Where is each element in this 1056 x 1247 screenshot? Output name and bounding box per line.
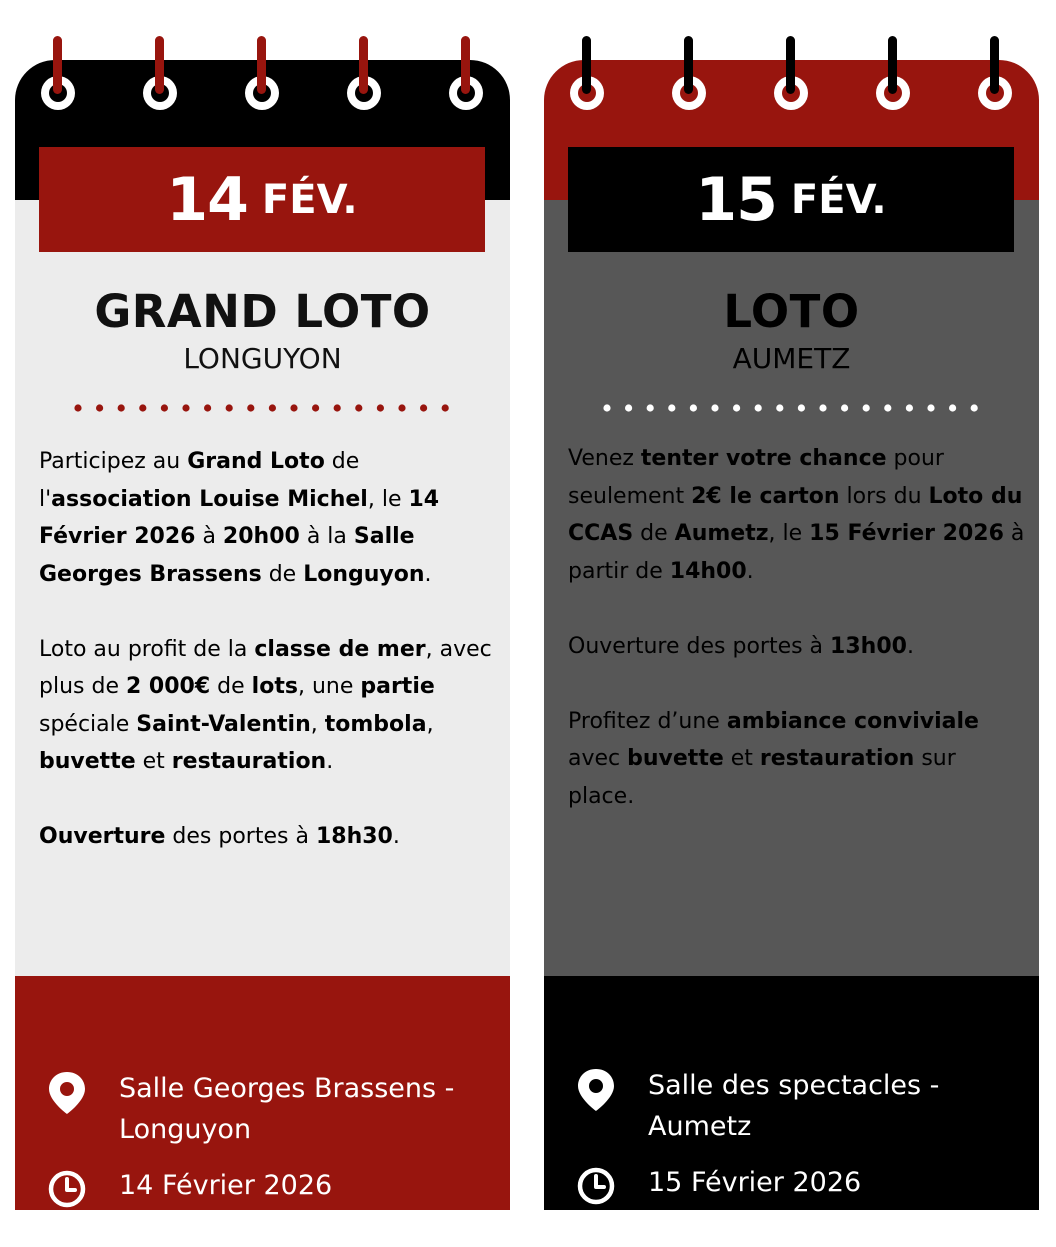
divider-dot	[755, 404, 762, 411]
body-text: pour seulement	[568, 446, 944, 509]
emphasis-text: classe de mer	[254, 636, 426, 662]
divider-dot	[247, 404, 254, 411]
map-pin-icon	[574, 1067, 618, 1113]
map-pin-icon	[45, 1070, 89, 1116]
emphasis-text: Salle Georges Brassens	[39, 524, 415, 587]
description-paragraph	[39, 631, 499, 781]
location-text	[648, 1065, 1028, 1147]
divider-dot	[442, 404, 449, 411]
divider-dot	[927, 404, 934, 411]
date-day: 14	[166, 164, 248, 235]
binder-hook	[155, 36, 164, 94]
divider-dot	[625, 404, 632, 411]
divider-dot	[312, 404, 319, 411]
emphasis-text: 2€ le carton	[691, 483, 840, 509]
clock-icon	[45, 1167, 89, 1213]
divider-dot	[226, 404, 233, 411]
binder-hook	[888, 36, 897, 94]
emphasis-text: buvette	[627, 746, 724, 771]
binder-hook	[684, 36, 693, 94]
emphasis-text: buvette	[39, 749, 136, 774]
time-line: 14 Février 2026	[119, 1170, 333, 1201]
description-paragraph	[568, 703, 1028, 816]
divider-dot	[841, 404, 848, 411]
body-text: .	[326, 749, 334, 774]
body-text: à	[195, 524, 223, 549]
binder-hook	[582, 36, 591, 94]
time-text	[119, 1165, 499, 1247]
body-text: ,	[426, 711, 434, 737]
emphasis-text: Grand Loto	[187, 449, 325, 474]
location-line: Salle Georges Brassens -	[119, 1073, 455, 1104]
clock-icon	[574, 1164, 618, 1210]
divider-dot	[377, 404, 384, 411]
binder-hook	[257, 36, 266, 94]
event-title: GRAND LOTO	[94, 285, 431, 338]
emphasis-text: 13h00	[830, 633, 907, 659]
body-text: à partir de	[568, 521, 1025, 584]
description-paragraph	[39, 443, 499, 593]
event-town: LONGUYON	[183, 342, 342, 375]
time-line: à partir de 13h00	[648, 1208, 884, 1239]
emphasis-text: 14h00	[669, 558, 747, 584]
time-text	[648, 1162, 1028, 1244]
divider-dot	[74, 404, 81, 411]
binder-hook	[786, 36, 795, 94]
event-title: LOTO	[723, 285, 860, 338]
divider-dot	[776, 404, 783, 411]
divider-dot	[949, 404, 956, 411]
binder-hook	[53, 36, 62, 94]
divider-dot	[398, 404, 405, 411]
divider-dot	[690, 404, 697, 411]
emphasis-text: lots	[251, 674, 298, 699]
location-text	[119, 1068, 499, 1150]
body-text: , le	[367, 486, 409, 512]
body-text: avec	[568, 746, 628, 771]
divider-dot	[647, 404, 654, 411]
body-text: Profitez d’une	[568, 708, 727, 734]
emphasis-text: Loto du CCAS	[568, 483, 1023, 546]
event-description	[39, 443, 499, 856]
body-text: de	[210, 674, 252, 699]
body-text: , le	[768, 521, 810, 546]
emphasis-text: restauration	[171, 749, 327, 774]
body-text: .	[906, 633, 914, 659]
body-text: Ouverture des portes à	[568, 633, 831, 659]
body-text: de	[633, 521, 675, 546]
divider-dot	[355, 404, 362, 411]
divider-dot	[819, 404, 826, 411]
dotted-divider	[602, 402, 980, 414]
divider-dot	[906, 404, 913, 411]
time-line: 15 Février 2026	[648, 1167, 862, 1198]
date-month: FÉV.	[261, 176, 358, 223]
body-text: , avec plus de	[39, 636, 492, 699]
divider-dot	[733, 404, 740, 411]
body-text: Venez	[568, 446, 641, 471]
binder-hook	[990, 36, 999, 94]
emphasis-text: Longuyon	[303, 561, 425, 587]
emphasis-text: partie	[360, 674, 435, 699]
body-text: des portes à	[165, 824, 316, 849]
divider-dot	[884, 404, 891, 411]
divider-dot	[798, 404, 805, 411]
date-day: 15	[695, 164, 777, 235]
divider-dot	[711, 404, 718, 411]
body-text: Loto au profit de la	[39, 636, 255, 662]
binder-hook	[359, 36, 368, 94]
divider-dot	[204, 404, 211, 411]
time-line: à partir de 18h30	[119, 1211, 355, 1242]
emphasis-text: 15 Février 2026	[809, 521, 1004, 546]
emphasis-text: Aumetz	[674, 521, 769, 546]
body-text: et	[723, 746, 760, 771]
divider-dot	[334, 404, 341, 411]
divider-dot	[971, 404, 978, 411]
divider-dot	[182, 404, 189, 411]
emphasis-text: tombola	[324, 711, 427, 737]
body-text: spéciale	[39, 711, 137, 737]
body-text: sur place.	[568, 746, 956, 809]
date-month: FÉV.	[790, 176, 887, 223]
emphasis-text: 20h00	[222, 524, 300, 549]
event-card-longuyon	[15, 60, 510, 1242]
divider-dot	[118, 404, 125, 411]
emphasis-text: 14 Février 2026	[39, 486, 440, 549]
description-paragraph	[39, 818, 499, 856]
divider-dot	[420, 404, 427, 411]
divider-dot	[668, 404, 675, 411]
location-line: Longuyon	[119, 1114, 252, 1145]
body-text: à la	[299, 524, 354, 549]
body-text: .	[424, 561, 432, 587]
body-text: .	[392, 824, 400, 849]
description-paragraph	[568, 440, 1028, 590]
location-line: Aumetz	[648, 1111, 752, 1142]
emphasis-text: Saint-Valentin	[136, 711, 311, 737]
emphasis-text: 2 000€	[125, 674, 211, 699]
dotted-divider	[73, 402, 451, 414]
body-text: ,	[310, 711, 325, 737]
emphasis-text: ambiance conviviale	[726, 708, 979, 734]
body-text: de	[261, 561, 304, 587]
divider-dot	[96, 404, 103, 411]
divider-dot	[603, 404, 610, 411]
divider-dot	[269, 404, 276, 411]
event-description	[568, 440, 1028, 815]
emphasis-text: 18h30	[315, 824, 393, 849]
binder-hook	[461, 36, 470, 94]
emphasis-text: tenter votre chance	[640, 446, 887, 471]
divider-dot	[139, 404, 146, 411]
divider-dot	[161, 404, 168, 411]
emphasis-text: Ouverture	[39, 824, 166, 849]
event-town: AUMETZ	[732, 342, 851, 375]
date-banner	[568, 147, 1014, 252]
body-text: et	[135, 749, 172, 774]
body-text: lors du	[839, 483, 929, 509]
event-card-aumetz	[544, 60, 1039, 1239]
divider-dot	[290, 404, 297, 411]
body-text: de l'	[39, 449, 360, 512]
location-line: Salle des spectacles -	[648, 1070, 940, 1101]
emphasis-text: association Louise Michel	[51, 486, 368, 512]
date-banner	[39, 147, 485, 252]
description-paragraph	[568, 628, 1028, 666]
emphasis-text: restauration	[759, 746, 915, 771]
body-text: , une	[297, 674, 361, 699]
body-text: .	[746, 558, 754, 584]
body-text: Participez au	[39, 449, 188, 474]
divider-dot	[863, 404, 870, 411]
